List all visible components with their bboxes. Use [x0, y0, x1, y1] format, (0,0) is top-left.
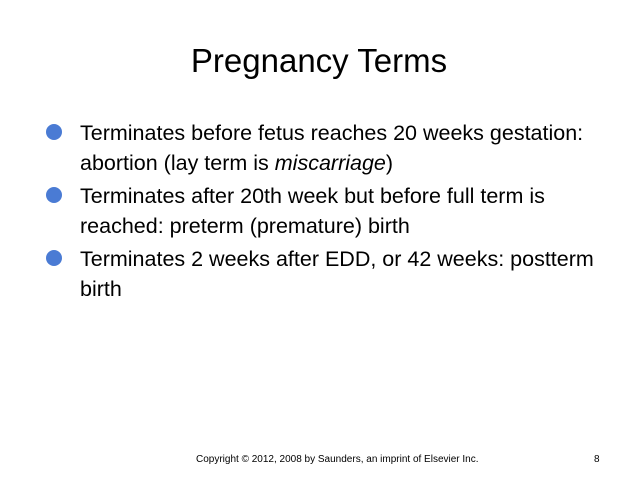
slide-title: Pregnancy Terms: [190, 42, 448, 79]
bullet-item: [44, 118, 604, 178]
copyright-notice: Copyright © 2012, 2008 by Saunders, an imprint of Elsevier Inc.: [196, 454, 479, 465]
bullet-emphasis: miscarriage: [274, 151, 386, 175]
bullet-text-part: ): [385, 151, 394, 175]
bullet-text: [80, 247, 594, 301]
bullet-item: [44, 244, 604, 304]
bullet-item: [44, 181, 604, 241]
bullet-text: [80, 184, 545, 238]
bullet-text-part: Terminates after 20th week but before full term is reached: preterm (premature) birth: [80, 184, 545, 238]
bullet-dot-icon: [46, 250, 62, 266]
bullet-text-part: Terminates before fetus reaches 20 weeks gestation: abortion (lay term is: [80, 121, 584, 175]
page-number: 8: [594, 454, 600, 465]
bullet-list: [44, 118, 604, 307]
bullet-text: [80, 121, 583, 175]
bullet-dot-icon: [46, 124, 62, 140]
bullet-text-part: Terminates 2 weeks after EDD, or 42 weeks: postterm birth: [80, 247, 594, 301]
bullet-dot-icon: [46, 187, 62, 203]
